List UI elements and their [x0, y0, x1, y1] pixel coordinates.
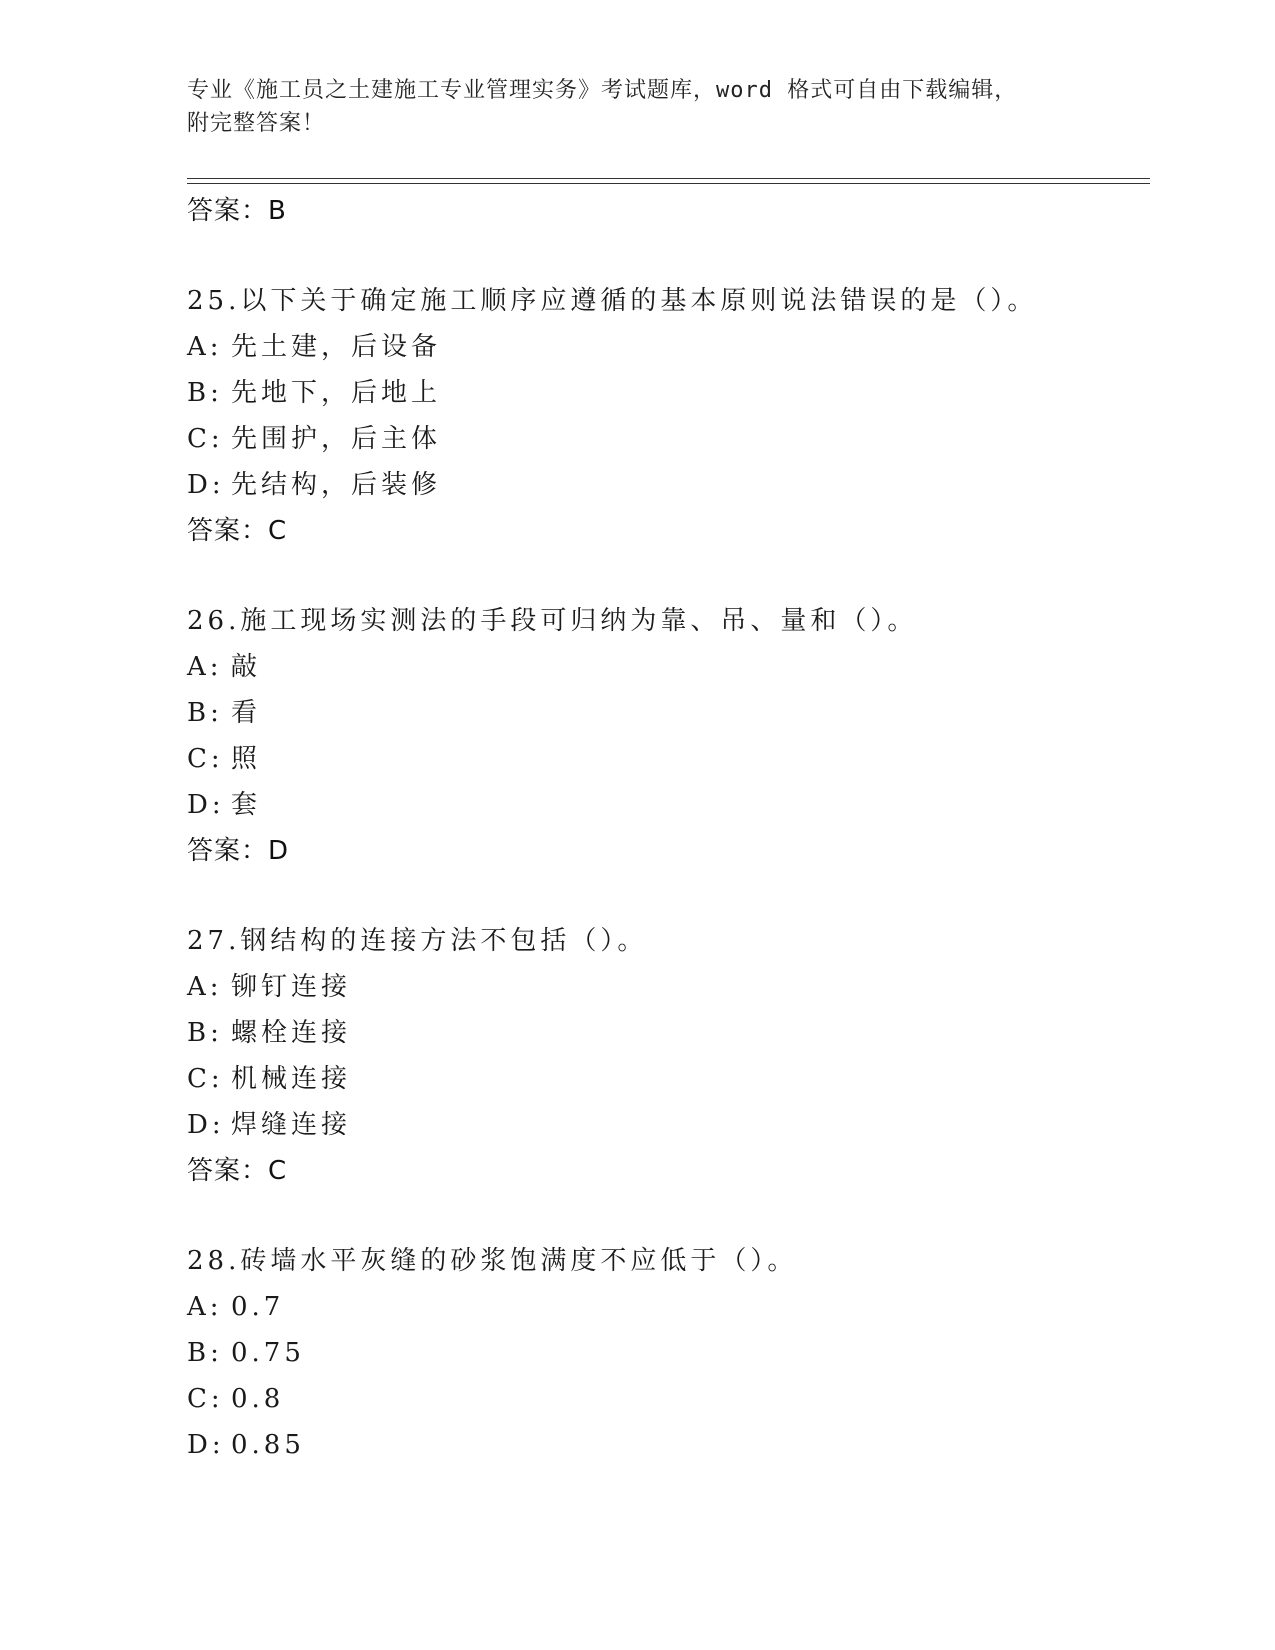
option-b — [187, 1330, 1147, 1376]
option-text: 0.85 — [231, 1430, 305, 1460]
option-d — [187, 1102, 1147, 1148]
option-text: 先地下，后地上 — [231, 378, 442, 408]
option-text: 先围护，后主体 — [231, 424, 442, 454]
header-line-2: 附完整答案！ — [187, 111, 326, 136]
option-letter: B: — [187, 698, 223, 728]
option-letter: A: — [187, 1292, 223, 1322]
option-text: 先结构，后装修 — [231, 470, 442, 500]
option-letter: A: — [187, 972, 223, 1002]
option-text: 机械连接 — [231, 1064, 352, 1094]
option-a — [187, 964, 1147, 1010]
option-text: 螺栓连接 — [231, 1018, 352, 1048]
spacer — [187, 874, 1147, 918]
question-25 — [187, 278, 1147, 554]
option-b — [187, 690, 1147, 736]
option-letter: D: — [187, 1430, 225, 1460]
question-stem: 26.施工现场实测法的手段可归纳为靠、吊、量和（）。 — [187, 606, 918, 636]
option-text: 铆钉连接 — [231, 972, 352, 1002]
answer: 答案：C — [187, 516, 288, 546]
option-d — [187, 462, 1147, 508]
option-letter: D: — [187, 1110, 225, 1140]
option-text: 0.8 — [231, 1384, 285, 1414]
question-stem: 27.钢结构的连接方法不包括（）。 — [187, 926, 648, 956]
option-text: 0.7 — [231, 1292, 285, 1322]
option-d — [187, 782, 1147, 828]
option-a — [187, 1284, 1147, 1330]
previous-answer: 答案：B — [187, 196, 287, 226]
question-list — [187, 188, 1147, 1468]
option-a — [187, 644, 1147, 690]
spacer — [187, 234, 1147, 278]
header-divider-top — [187, 178, 1150, 179]
option-c — [187, 1056, 1147, 1102]
document-header — [187, 74, 1147, 140]
option-a — [187, 324, 1147, 370]
option-letter: C: — [187, 424, 224, 454]
question-stem: 28.砖墙水平灰缝的砂浆饱满度不应低于（）。 — [187, 1246, 798, 1276]
option-text: 先土建，后设备 — [231, 332, 442, 362]
question-26 — [187, 598, 1147, 874]
option-letter: D: — [187, 470, 225, 500]
answer: 答案：C — [187, 1156, 288, 1186]
answer: 答案：D — [187, 836, 290, 866]
option-c — [187, 736, 1147, 782]
option-c — [187, 1376, 1147, 1422]
option-text: 0.75 — [231, 1338, 305, 1368]
option-text: 照 — [231, 744, 262, 774]
option-letter: C: — [187, 744, 224, 774]
spacer — [187, 1194, 1147, 1238]
option-text: 敲 — [231, 652, 262, 682]
header-line-1: 专业《施工员之土建施工专业管理实务》考试题库，word 格式可自由下载编辑， — [187, 78, 1018, 103]
option-text: 套 — [231, 790, 262, 820]
option-b — [187, 370, 1147, 416]
option-letter: C: — [187, 1384, 224, 1414]
option-letter: B: — [187, 378, 223, 408]
question-27 — [187, 918, 1147, 1194]
question-28 — [187, 1238, 1147, 1468]
option-letter: B: — [187, 1018, 223, 1048]
option-letter: D: — [187, 790, 225, 820]
option-text: 看 — [231, 698, 262, 728]
header-divider-bottom — [187, 183, 1150, 184]
option-letter: A: — [187, 652, 223, 682]
option-b — [187, 1010, 1147, 1056]
option-text: 焊缝连接 — [231, 1110, 352, 1140]
option-c — [187, 416, 1147, 462]
option-d — [187, 1422, 1147, 1468]
option-letter: C: — [187, 1064, 224, 1094]
option-letter: B: — [187, 1338, 223, 1368]
question-stem: 25.以下关于确定施工顺序应遵循的基本原则说法错误的是（）。 — [187, 286, 1038, 316]
spacer — [187, 554, 1147, 598]
option-letter: A: — [187, 332, 223, 362]
